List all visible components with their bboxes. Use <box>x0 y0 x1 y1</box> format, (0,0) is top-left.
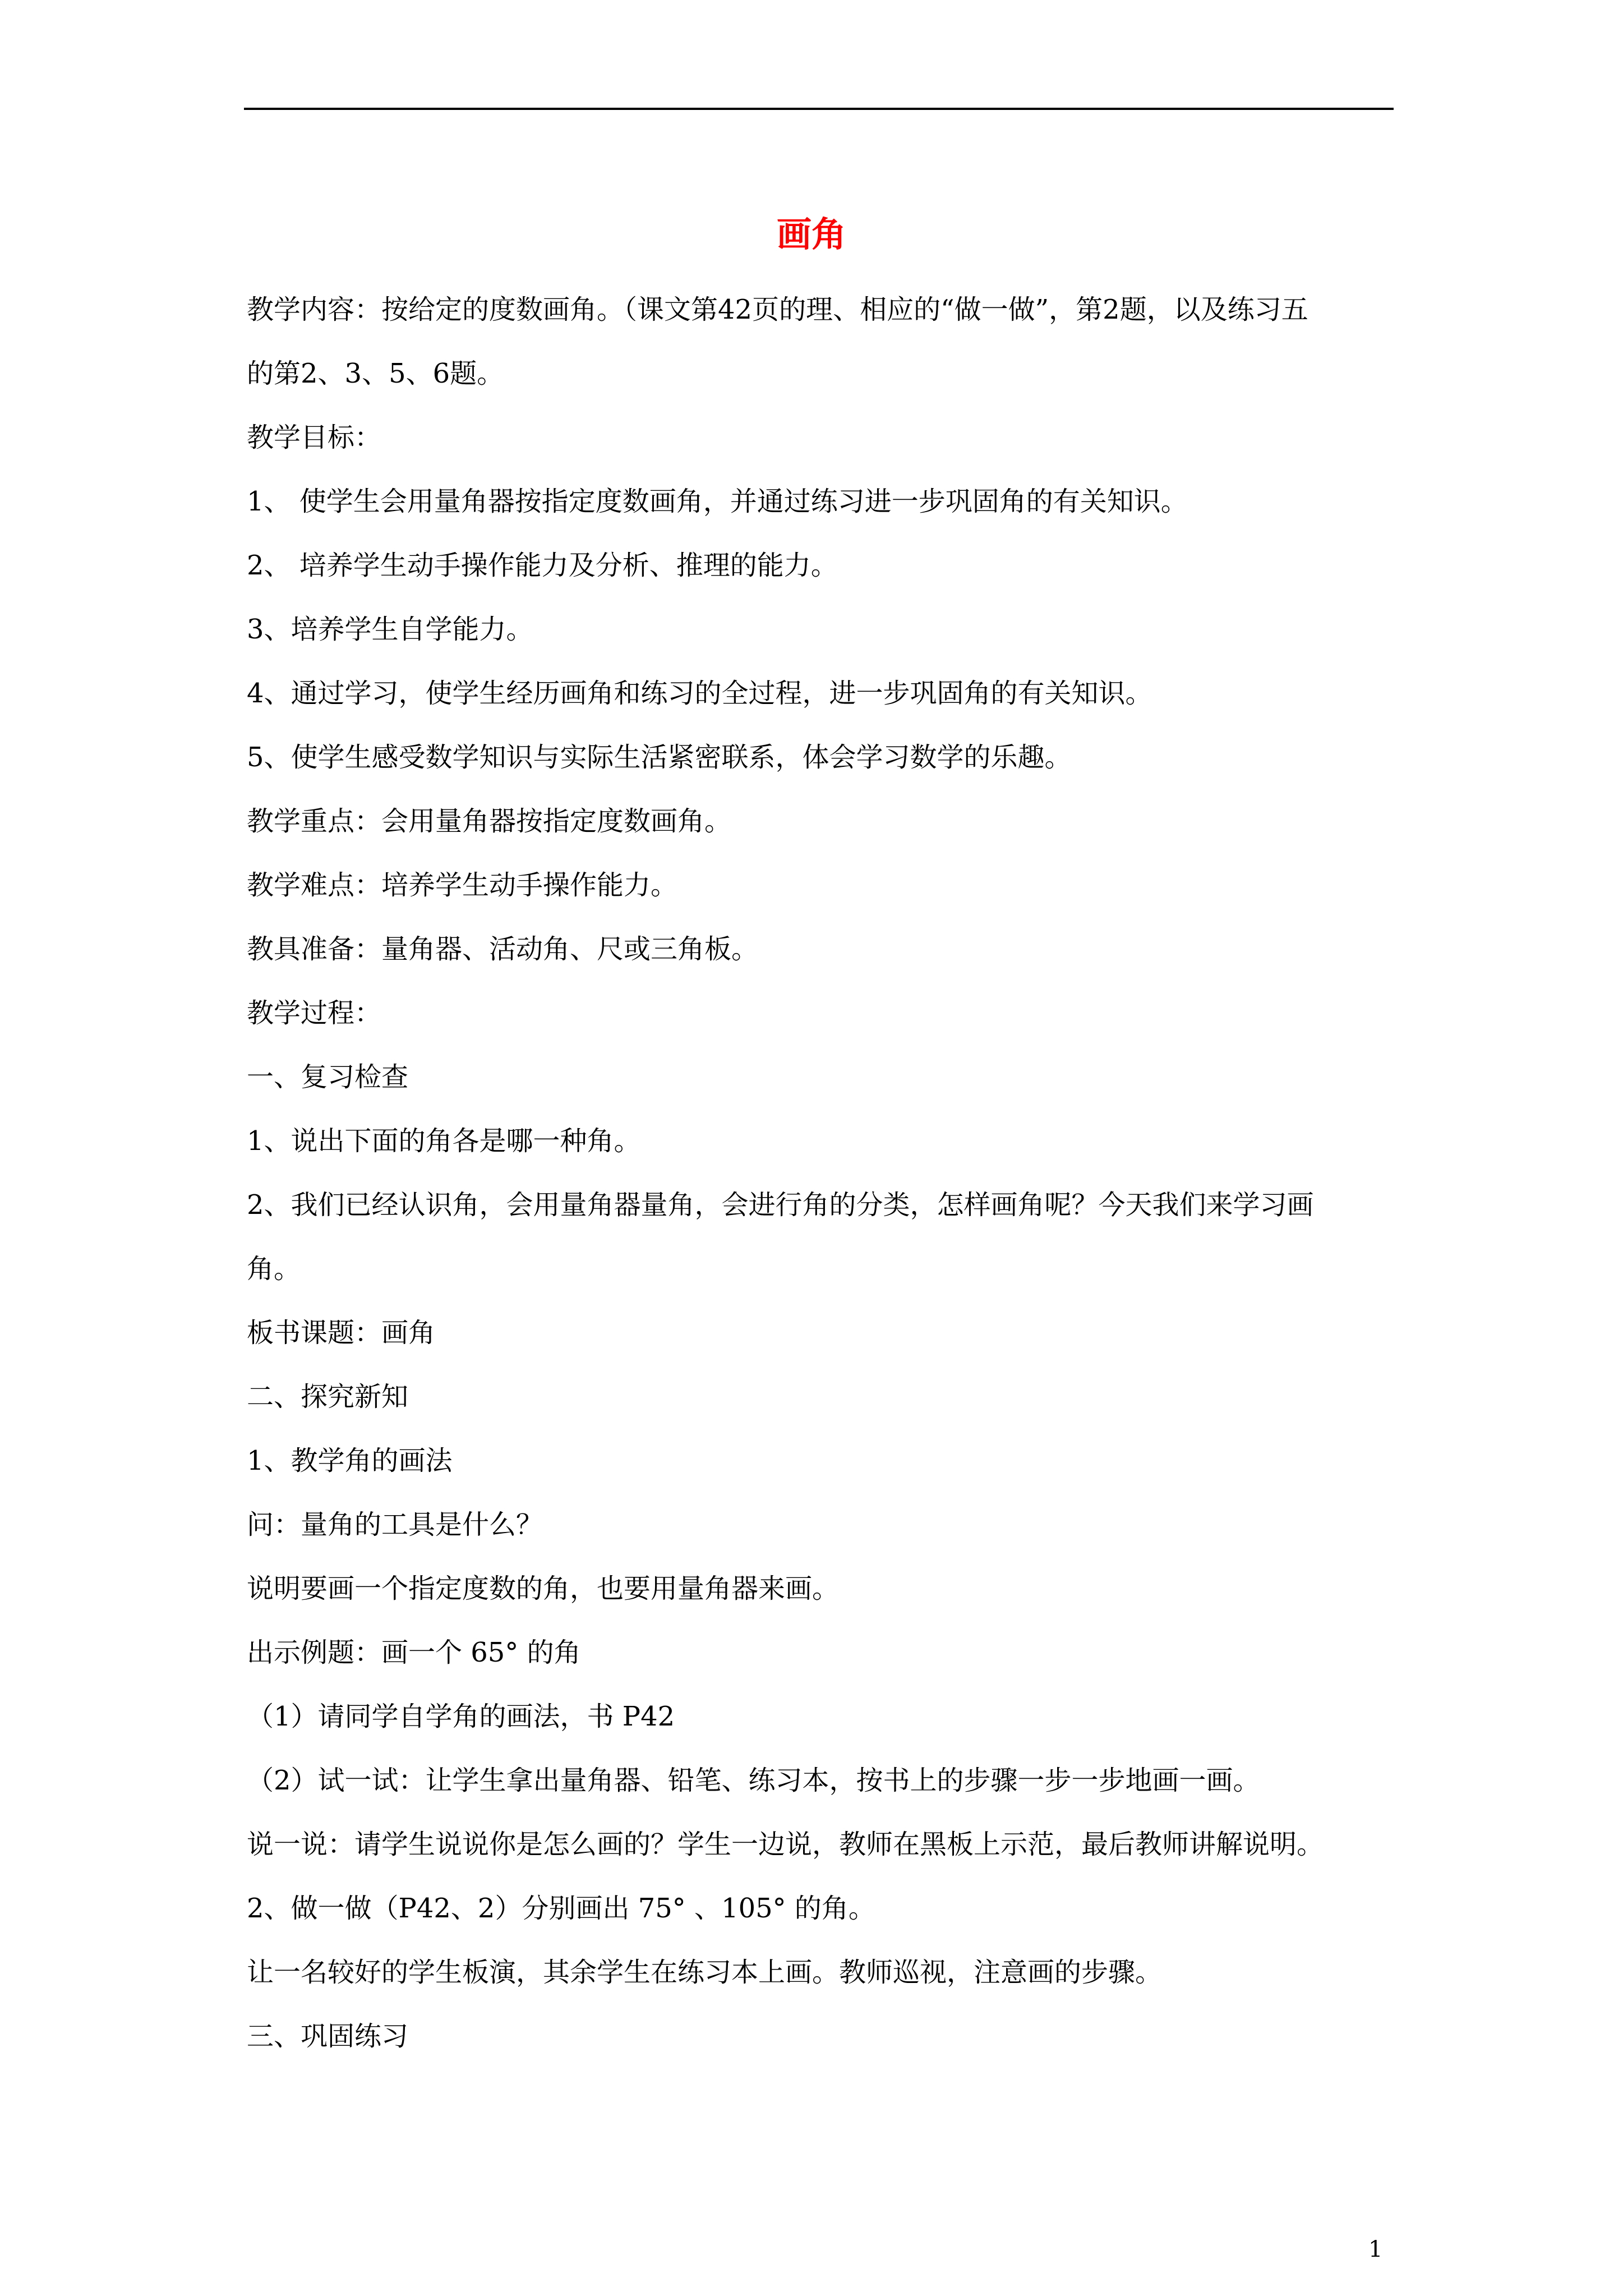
paragraph: 教学目标： <box>247 422 382 453</box>
paragraph: 三、巩固练习 <box>247 2021 409 2052</box>
paragraph: 教学过程： <box>247 997 382 1029</box>
document-title: 画角 <box>776 214 846 255</box>
paragraph: 教学内容：按给定的度数画角。（课文第42页的理、相应的“做一做”，第2题，以及练习五 <box>247 294 1308 325</box>
paragraph: （2）试一试：让学生拿出量角器、铅笔、练习本，按书上的步骤一步一步地画一画。 <box>247 1765 1260 1796</box>
paragraph: 2、 培养学生动手操作能力及分析、推理的能力。 <box>247 550 838 581</box>
paragraph: 1、 使学生会用量角器按指定度数画角，并通过练习进一步巩固角的有关知识。 <box>247 486 1188 517</box>
paragraph: 教具准备：量角器、活动角、尺或三角板。 <box>247 933 759 965</box>
paragraph: 教学重点：会用量角器按指定度数画角。 <box>247 806 732 837</box>
paragraph: 2、我们已经认识角，会用量角器量角，会进行角的分类，怎样画角呢？今天我们来学习画 <box>247 1189 1314 1221</box>
paragraph: 3、培养学生自学能力。 <box>247 614 533 645</box>
paragraph: 说一说：请学生说说你是怎么画的？学生一边说，教师在黑板上示范，最后教师讲解说明。 <box>247 1829 1324 1860</box>
paragraph: 教学难点：培养学生动手操作能力。 <box>247 869 678 901</box>
header-rule <box>244 108 1394 110</box>
paragraph: 二、探究新知 <box>247 1381 409 1412</box>
paragraph: 让一名较好的学生板演，其余学生在练习本上画。教师巡视，注意画的步骤。 <box>247 1957 1163 1988</box>
paragraph: 一、复习检查 <box>247 1061 409 1093</box>
paragraph: 4、通过学习，使学生经历画角和练习的全过程，进一步巩固角的有关知识。 <box>247 678 1152 709</box>
paragraph: 2、做一做（P42、2）分别画出 75° 、105° 的角。 <box>247 1893 875 1924</box>
paragraph: 板书课题：画角 <box>247 1317 436 1349</box>
paragraph: 说明要画一个指定度数的角，也要用量角器来画。 <box>247 1573 840 1604</box>
paragraph: 问：量角的工具是什么？ <box>247 1509 543 1540</box>
paragraph: 角。 <box>247 1253 301 1285</box>
paragraph: （1）请同学自学角的画法，书 P42 <box>247 1701 675 1732</box>
paragraph: 1、说出下面的角各是哪一种角。 <box>247 1125 641 1157</box>
page-number: 1 <box>1368 2237 1383 2262</box>
paragraph: 出示例题：画一个 65° 的角 <box>247 1637 581 1668</box>
paragraph: 的第2、3、5、6题。 <box>247 358 504 389</box>
paragraph: 5、使学生感受数学知识与实际生活紧密联系，体会学习数学的乐趣。 <box>247 742 1072 773</box>
document-body <box>247 278 1396 2068</box>
paragraph: 1、教学角的画法 <box>247 1445 453 1476</box>
